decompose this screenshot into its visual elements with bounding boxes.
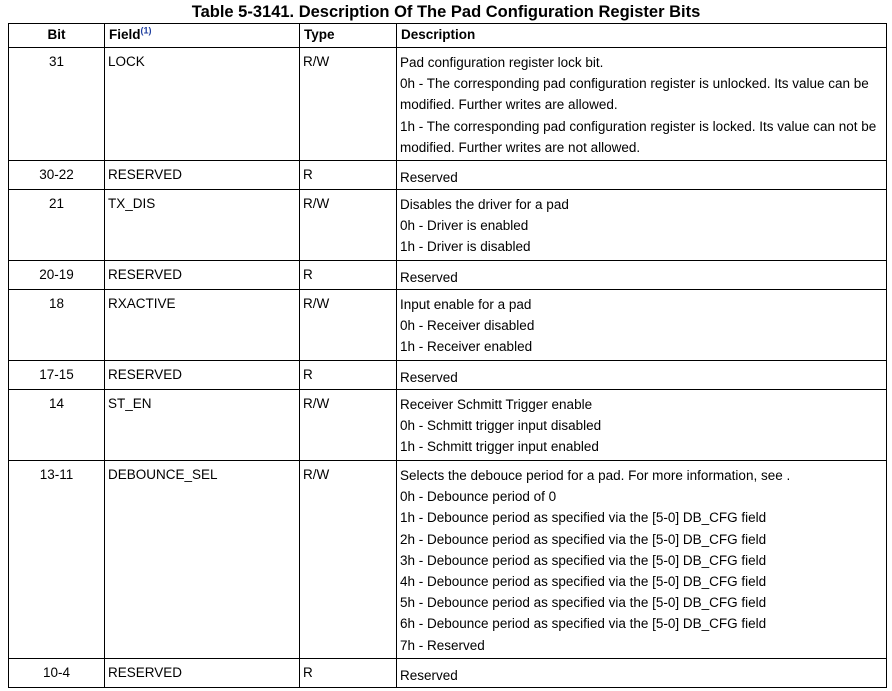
cell-bit: 17-15: [9, 361, 105, 390]
description-line: Selects the debouce period for a pad. For more information, see .: [400, 468, 791, 483]
cell-field: RESERVED: [105, 261, 300, 290]
header-bit: Bit: [9, 24, 105, 48]
cell-description: [397, 461, 887, 659]
cell-type: R: [300, 361, 397, 390]
cell-field: RXACTIVE: [105, 290, 300, 361]
table-row: [9, 161, 887, 190]
table-row: [9, 659, 887, 688]
description-line: 2h - Debounce period as specified via the [5-0] DB_CFG field: [400, 531, 767, 547]
cell-bit: 13-11: [9, 461, 105, 659]
description-line: Reserved: [400, 668, 458, 683]
header-field: [105, 24, 300, 48]
register-bits-table: [8, 23, 887, 688]
cell-description: [397, 161, 887, 190]
description-line: 0h - Debounce period of 0: [400, 489, 557, 505]
table-row: [9, 390, 887, 461]
table-row: [9, 261, 887, 290]
table-header-row: [9, 24, 887, 48]
cell-field: RESERVED: [105, 659, 300, 688]
table-row: [9, 290, 887, 361]
description-line: 6h - Debounce period as specified via the [5-0] DB_CFG field: [400, 616, 767, 632]
description-line: 0h - Driver is enabled: [400, 218, 529, 234]
cell-field: ST_EN: [105, 390, 300, 461]
cell-bit: 10-4: [9, 659, 105, 688]
description-line: 1h - Debounce period as specified via the [5-0] DB_CFG field: [400, 510, 767, 526]
description-line: 3h - Debounce period as specified via the [5-0] DB_CFG field: [400, 552, 767, 568]
description-line: 1h - The corresponding pad configuration register is locked. Its value can not be modified. Further writes are not allowed.: [400, 118, 877, 155]
cell-bit: 21: [9, 190, 105, 261]
table-row: [9, 361, 887, 390]
table-title: Table 5-3141. Description Of The Pad Configuration Register Bits: [191, 3, 701, 21]
cell-type: R: [300, 261, 397, 290]
cell-description: [397, 261, 887, 290]
description-line: 1h - Schmitt trigger input enabled: [400, 439, 599, 455]
cell-description: [397, 390, 887, 461]
description-line: Pad configuration register lock bit.: [400, 55, 604, 70]
cell-field: LOCK: [105, 48, 300, 161]
cell-type: R/W: [300, 290, 397, 361]
cell-description: [397, 48, 887, 161]
description-line: 1h - Driver is disabled: [400, 239, 531, 255]
description-line: 0h - The corresponding pad configuration register is unlocked. Its value can be modified. Further writes are allowed.: [400, 76, 869, 113]
cell-bit: 20-19: [9, 261, 105, 290]
cell-bit: 31: [9, 48, 105, 161]
cell-type: R/W: [300, 390, 397, 461]
header-description: Description: [397, 24, 887, 48]
description-line: 0h - Schmitt trigger input disabled: [400, 418, 602, 434]
description-line: Reserved: [400, 270, 458, 285]
cell-field: DEBOUNCE_SEL: [105, 461, 300, 659]
description-line: Reserved: [400, 370, 458, 385]
description-line: Disables the driver for a pad: [400, 197, 569, 212]
table-row: [9, 461, 887, 659]
cell-description: [397, 290, 887, 361]
description-line: Reserved: [400, 170, 458, 185]
description-line: 1h - Receiver enabled: [400, 339, 533, 355]
description-line: 4h - Debounce period as specified via the [5-0] DB_CFG field: [400, 574, 767, 590]
cell-bit: 30-22: [9, 161, 105, 190]
cell-field: RESERVED: [105, 361, 300, 390]
cell-type: R: [300, 659, 397, 688]
cell-field: RESERVED: [105, 161, 300, 190]
cell-bit: 14: [9, 390, 105, 461]
description-line: 0h - Receiver disabled: [400, 318, 535, 334]
cell-type: R/W: [300, 190, 397, 261]
cell-bit: 18: [9, 290, 105, 361]
header-type: Type: [300, 24, 397, 48]
cell-type: R/W: [300, 461, 397, 659]
cell-type: R: [300, 161, 397, 190]
cell-field: TX_DIS: [105, 190, 300, 261]
cell-type: R/W: [300, 48, 397, 161]
description-line: 5h - Debounce period as specified via the [5-0] DB_CFG field: [400, 595, 767, 611]
header-field-footnote: (1): [140, 25, 152, 36]
cell-description: [397, 659, 887, 688]
description-line: Input enable for a pad: [400, 297, 532, 312]
header-field-label: Field: [109, 27, 141, 42]
cell-description: [397, 361, 887, 390]
description-line: Receiver Schmitt Trigger enable: [400, 397, 593, 412]
cell-description: [397, 190, 887, 261]
table-row: [9, 190, 887, 261]
table-row: [9, 48, 887, 161]
description-line: 7h - Reserved: [400, 637, 485, 653]
